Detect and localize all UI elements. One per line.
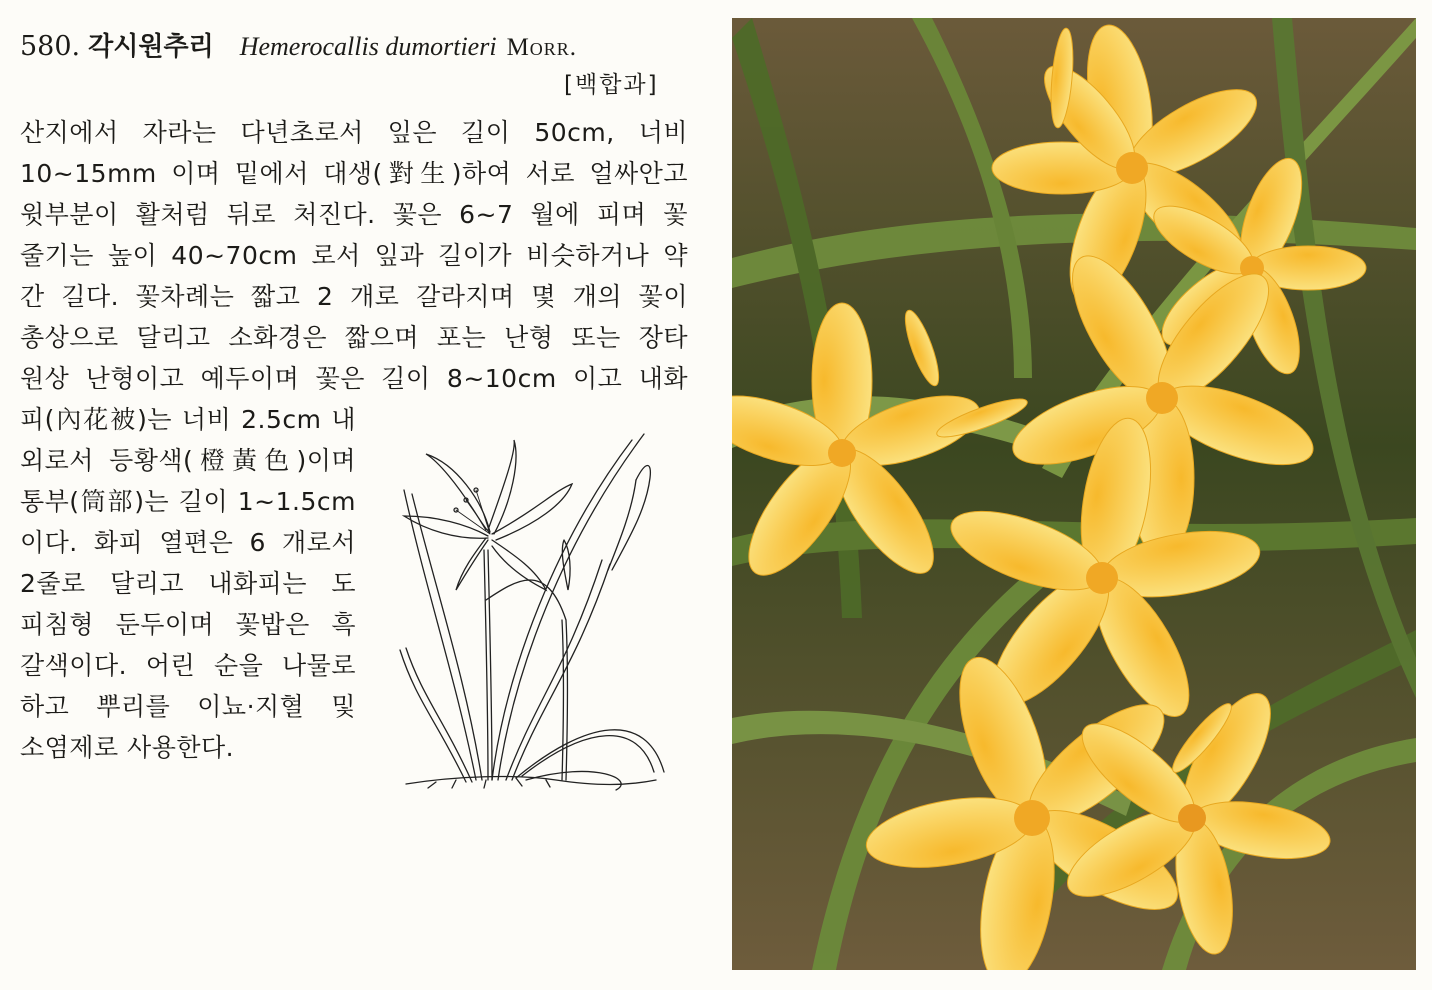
daylily-photograph <box>732 18 1416 970</box>
description-line: 피침형 둔두이며 꽃밥은 흑 <box>20 610 356 639</box>
plant-line-drawing <box>396 420 676 792</box>
description-full-width <box>20 112 688 399</box>
korean-name: 각시원추리 <box>88 32 214 62</box>
entry-header <box>20 26 680 66</box>
description-line: 원상 난형이고 예두이며 꽃은 길이 8~10cm 이고 내화 <box>20 364 688 393</box>
description-line: 피(內花被)는 너비 2.5cm 내 <box>20 405 356 434</box>
description-line: 2줄로 달리고 내화피는 도 <box>20 569 356 598</box>
plant-family: [백합과] <box>564 72 659 98</box>
description-line: 통부(筒部)는 길이 1~1.5cm <box>20 487 356 516</box>
description-line: 산지에서 자라는 다년초로서 잎은 길이 50cm, 너비 <box>20 118 688 147</box>
scientific-name: Hemerocallis dumortieri <box>239 32 497 61</box>
description-line: 간 길다. 꽃차례는 짧고 2 개로 갈라지며 몇 개의 꽃이 <box>20 282 688 311</box>
description-line: 소염제로 사용한다. <box>20 733 235 762</box>
description-line: 갈색이다. 어린 순을 나물로 <box>20 651 356 680</box>
description-line: 하고 뿌리를 이뇨·지혈 및 <box>20 692 356 721</box>
description-line: 총상으로 달리고 소화경은 짧으며 포는 난형 또는 장타 <box>20 323 688 352</box>
entry-number: 580. <box>20 31 81 62</box>
author-abbreviation: Morr. <box>506 34 578 61</box>
description-line: 윗부분이 활처럼 뒤로 처진다. 꽃은 6~7 월에 피며 꽃 <box>20 200 688 229</box>
description-line: 외로서 등황색(橙黃色)이며 <box>20 446 356 475</box>
description-line: 10~15mm 이며 밑에서 대생(對生)하여 서로 얼싸안고 <box>20 159 688 188</box>
description-line: 줄기는 높이 40~70cm 로서 잎과 길이가 비슷하거나 약 <box>20 241 688 270</box>
description-line: 이다. 화피 열편은 6 개로서 <box>20 528 356 557</box>
